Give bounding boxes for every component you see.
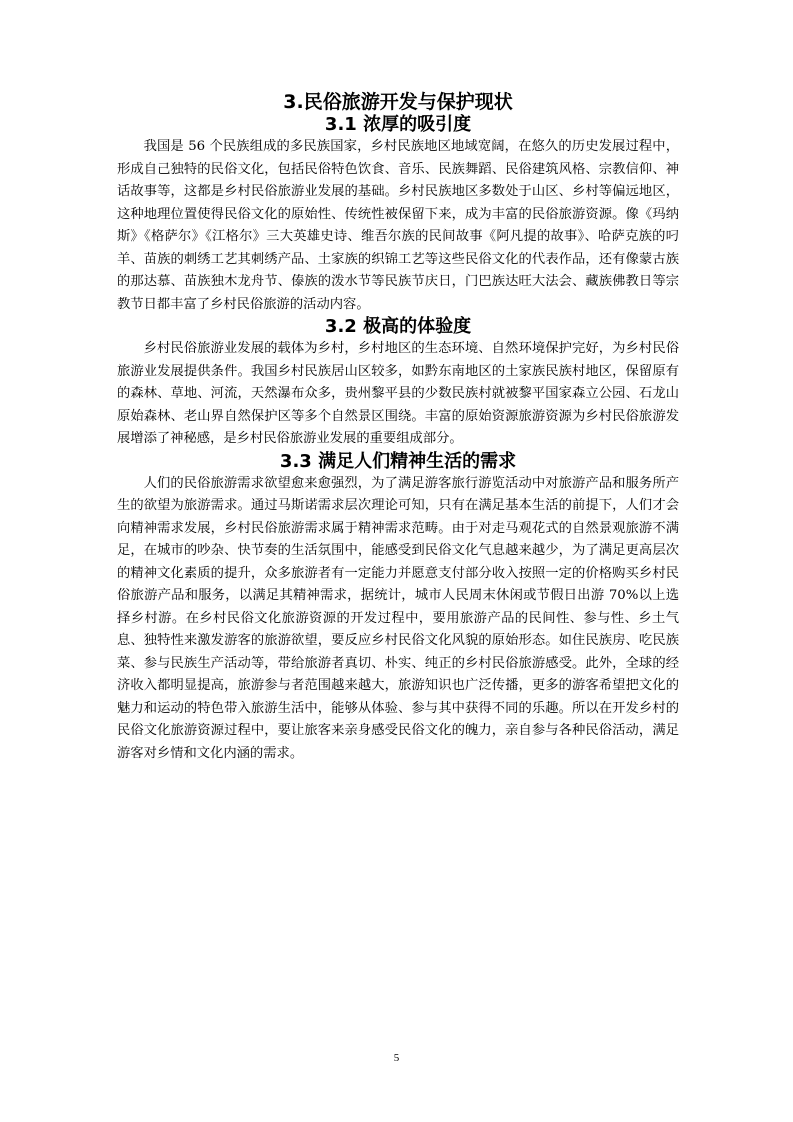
section-paragraph-3-3: 人们的民俗旅游需求欲望愈来愈强烈，为了满足游客旅行游览活动中对旅游产品和服务所产生的欲望为旅游需求。通过马斯诺需求层次理论可知，只有在满足基本生活的前提下，人们才会向精神需求发展，乡村民俗旅游需求属于精神需求范畴。由于对走马观花式的自然景观旅游不满足，在城市的吵杂、快节奏的生活氛围中，能感受到民俗文化气息越来越少，为了满足更高层次的精神文化素质的提升，众多旅游者有一定能力并愿意支付部分收入按照一定的价格购买乡村民俗旅游产品和服务，以满足其精神需求，据统计，城市人民周末休闲或节假日出游 70%以上选择乡村游。在乡村民俗文化旅游资源的开发过程中，要用旅游产品的民间性、参与性、乡土气息、独特性来激发游客的旅游欲望，要反应乡村民俗文化风貌的原始形态。如住民族房、吃民族菜、参与民族生产活动等，带给旅游者真切、朴实、纯正的乡村民俗旅游感受。此外，全球的经济收入都明显提高，旅游参与者范围越来越大，旅游知识也广泛传播，更多的游客希望把文化的魅力和运动的特色带入旅游生活中，能够从体验、参与其中获得不同的乐趣。所以在开发乡村的民俗文化旅游资源过程中，要让旅客来亲身感受民俗文化的魄力，亲自参与各种民俗活动，满足游客对乡情和文化内涵的需求。 — [117, 475, 679, 761]
section-heading-3-2: 3.2 极高的体验度 — [324, 316, 472, 337]
section-heading-3-1: 3.1 浓厚的吸引度 — [324, 114, 472, 135]
page-number: 5 — [393, 1052, 400, 1064]
section-paragraph-3-1: 我国是 56 个民族组成的多民族国家，乡村民族地区地域宽阔，在悠久的历史发展过程中，形成自己独特的民俗文化，包括民俗特色饮食、音乐、民族舞蹈、民俗建筑风格、宗教信仰、神话故事等，这都是乡村民俗旅游业发展的基础。乡村民族地区多数处于山区、乡村等偏远地区，这种地理位置使得民俗文化的原始性、传统性被保留下来，成为丰富的民俗旅游资源。像《玛纳斯》《格萨尔》《江格尔》三大英雄史诗、维吾尔族的民间故事《阿凡提的故事》、哈萨克族的叼羊、苗族的刺绣工艺其刺绣产品、土家族的织锦工艺等这些民俗文化的代表作品，还有像蒙古族的那达慕、苗族独木龙舟节、傣族的泼水节等民族节庆日，门巴族达旺大法会、藏族佛教日等宗教节日都丰富了乡村民俗旅游的活动内容。 — [117, 139, 679, 312]
chapter-title: 3.民俗旅游开发与保护现状 — [283, 91, 513, 113]
section-heading-3-3: 3.3 满足人们精神生活的需求 — [279, 450, 517, 472]
section-paragraph-3-2: 乡村民俗旅游业发展的载体为乡村，乡村地区的生态环境、自然环境保护完好，为乡村民俗旅游业发展提供条件。我国乡村民族居山区较多，如黔东南地区的土家族民族村地区，保留原有的森林、草地、河流，天然瀑布众多，贵州黎平县的少数民族村就被黎平国家森立公园、石龙山原始森林、老山界自然保护区等多个自然景区围绕。丰富的原始资源旅游资源为乡村民俗旅游发展增添了神秘感，是乡村民俗旅游业发展的重要组成部分。 — [117, 341, 679, 446]
page-content — [117, 90, 679, 765]
